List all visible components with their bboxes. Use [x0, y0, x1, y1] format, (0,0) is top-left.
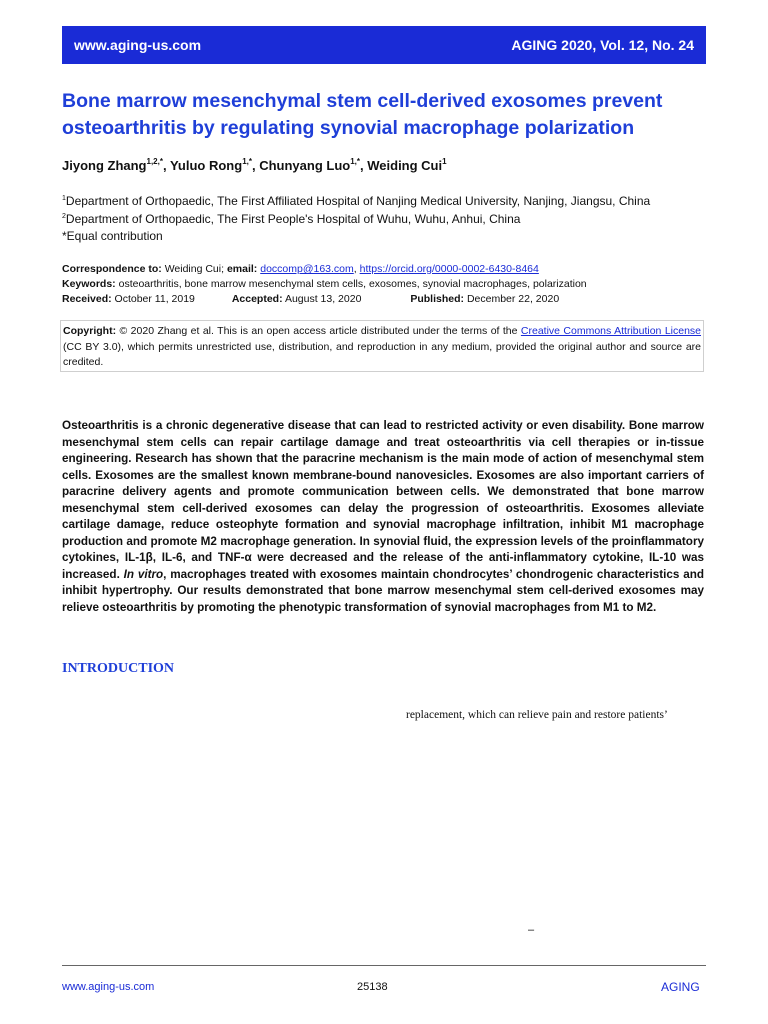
correspondence-label: Correspondence to:: [62, 263, 162, 275]
affiliation-text: Department of Orthopaedic, The First People's Hospital of Wuhu, Wuhu, Anhui, China: [65, 211, 521, 226]
page-number: 25138: [357, 981, 388, 993]
affiliation-item: [62, 211, 712, 229]
journal-header-bar: [62, 26, 706, 64]
author-list: Jiyong Zhang$^{1,2,*}$, Yuluo Rong$^{1,*}$, Chunyang Luo$^{1,*}$, Weiding Cui$^1$: [62, 156, 447, 173]
affiliation-text: Department of Orthopaedic, The First Affiliated Hospital of Nanjing Medical University, Nanjing, Jiangsu, China: [65, 194, 651, 208]
section-heading-introduction: INTRODUCTION: [62, 661, 175, 676]
author-affiliation-marker: 1: [442, 156, 447, 166]
keywords-line: [62, 277, 712, 292]
header-site-link[interactable]: www.aging-us.com: [74, 37, 202, 53]
copyright-label: Copyright:: [63, 325, 117, 337]
accepted-label: Accepted:: [231, 293, 283, 305]
received-date: October 11, 2019: [114, 293, 195, 305]
dates-line: [62, 292, 712, 307]
article-metadata: [62, 262, 712, 307]
author-affiliation-marker: 1,*: [242, 156, 252, 166]
author-affiliation-marker: 1,2,*: [146, 156, 163, 166]
author-affiliation-marker: 1,*: [350, 156, 361, 166]
author-name: Jiyong Zhang: [62, 158, 147, 173]
article-title: Bone marrow mesenchymal stem cell-derived exosomes prevent osteoarthritis by regulating synovial macrophage polarization: [62, 90, 663, 139]
copyright-notice: [60, 320, 704, 372]
orcid-link[interactable]: https://orcid.org/0000-0002-6430-8464: [359, 263, 539, 275]
equal-contribution-note: *Equal contribution: [62, 229, 163, 243]
email-link[interactable]: doccomp@163.com: [260, 263, 354, 275]
abstract-text-end: , macrophages treated with exosomes maintain chondrocytes’ chondrogenic characteristics and inhibit hypertrophy. Our results demonstrated that bone marrow mesenchymal stem cell-derived exosomes may relieve osteoarthritis by promoting the phenotypic transformation of synovial macrophages from M1 to M2.: [62, 567, 704, 614]
license-link[interactable]: Creative Commons Attribution License: [520, 325, 702, 337]
header-journal-info: AGING 2020, Vol. 12, No. 24: [511, 37, 694, 53]
accepted-date: August 13, 2020: [284, 293, 362, 305]
footer-site-link[interactable]: www.aging-us.com: [62, 981, 155, 993]
footer-divider: [62, 965, 706, 966]
published-label: Published:: [410, 293, 465, 305]
footer-journal-name: AGING: [661, 980, 700, 994]
copyright-text-end: (CC BY 3.0), which permits unrestricted use, distribution, and reproduction in any medium, provided the original author and source are credited.: [63, 340, 701, 368]
abstract-italic-term: In vitro: [123, 567, 164, 581]
email-label: email:: [226, 263, 258, 275]
author-name: Chunyang Luo: [259, 158, 351, 173]
stray-dash-mark: –: [528, 924, 535, 936]
separator: ,: [353, 263, 357, 275]
abstract-text: Osteoarthritis is a chronic degenerative disease that can lead to restricted activity or even disability. Bone marrow mesenchymal stem cells can repair cartilage damage and treat osteoarthritis via cell therapies or in-tissue engineering. Research has shown that the paracrine mechanism is the main mode of action of mesenchymal stem cells. Exosomes are the smallest known membrane-bound nanovesicles. Exosomes are also important carriers of paracrine delivery agents and promote communication between cells. We demonstrated that bone marrow mesenchymal stem cell-derived exosomes can delay the progression of osteoarthritis. Exosomes alleviate cartilage damage, reduce osteophyte formation and synovial macrophage infiltration, inhibit M1 macrophage production and promote M2 macrophage generation. In synovial fluid, the expression levels of the proinflammatory cytokines, IL-1β, IL-6, and TNF-α were decreased and the release of the anti-inflammatory cytokine, IL-10 was increased.: [62, 419, 704, 581]
affiliation-list: [62, 193, 712, 246]
received-label: Received:: [62, 293, 112, 305]
abstract: [62, 418, 704, 616]
author-name: Yuluo Rong: [169, 158, 243, 173]
body-text-fragment: replacement, which can relieve pain and restore patients’: [406, 709, 668, 721]
correspondence-line: [62, 262, 712, 277]
keywords-label: Keywords:: [62, 278, 116, 290]
affiliation-item: [62, 193, 712, 211]
copyright-text: © 2020 Zhang et al. This is an open access article distributed under the terms of the: [119, 325, 518, 337]
published-date: December 22, 2020: [466, 293, 560, 305]
correspondence-name: Weiding Cui;: [164, 263, 225, 275]
keywords-text: osteoarthritis, bone marrow mesenchymal stem cells, exosomes, synovial macrophages, polarization: [118, 278, 587, 290]
author-name: Weiding Cui: [367, 158, 443, 173]
affiliation-number: 1: [62, 195, 66, 202]
affiliation-number: 2: [62, 212, 66, 220]
